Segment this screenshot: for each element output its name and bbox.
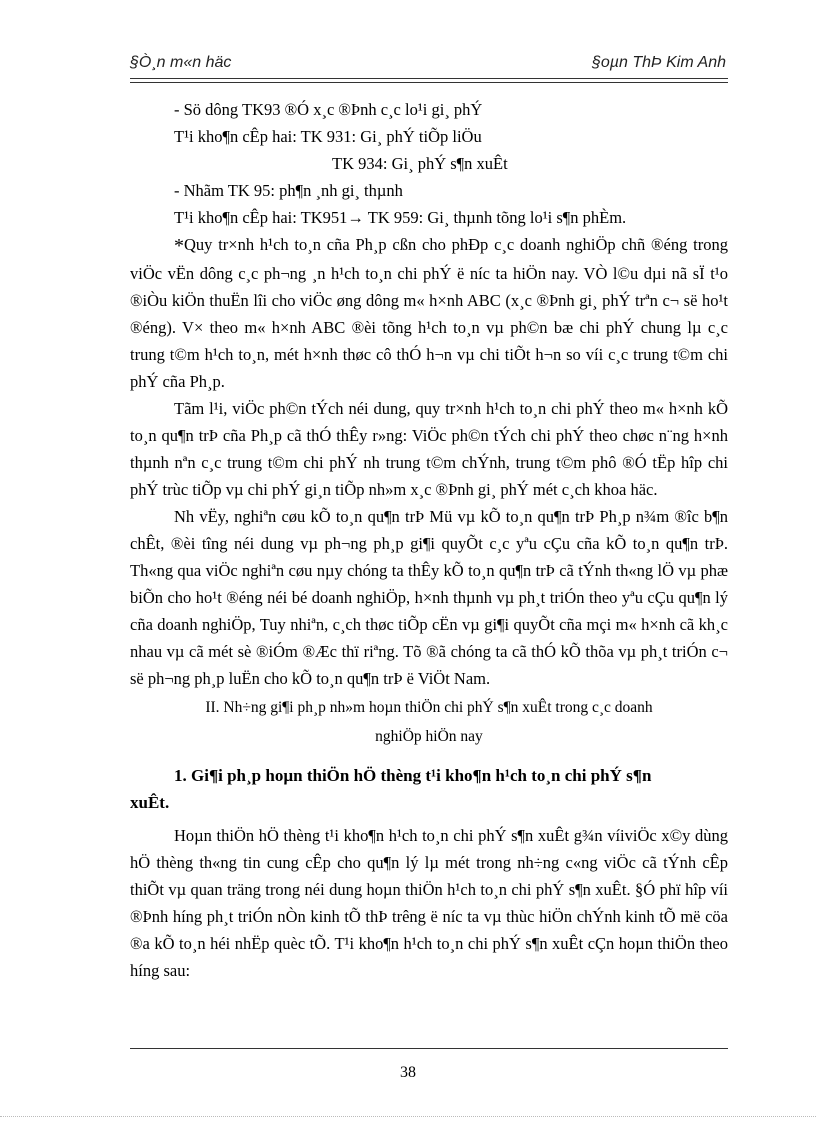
account-line-tk95: - Nhãm TK 95: ph¶n ¸nh gi¸ thµnh	[174, 181, 403, 200]
section-title-line-2: nghiÖp hiÖn nay	[375, 728, 483, 745]
account-line-tk931: T¹i kho¶n cÊp hai: TK 931: Gi¸ phÝ tiÕp liÖu	[174, 127, 482, 146]
paragraph-final: Hoµn thiÖn hÖ thèng t¹i kho¶n h¹ch to¸n chi phÝ s¶n xuÊt g¾n víiviÖc x©y dùng hÖ thèng th«ng tin cung cÊp cho qu¶n lý lµ mét trong nh÷ng c«ng viÖc cã tÝnh cÊp thiÕt vµ quan träng trong néi dung hoµn thiÖn h¹ch to¸n chi phÝ s¶n xuÊt. §Ó phï hîp víi ®Þnh híng ph¸t triÓn nÒn kinh tÕ thÞ trêng ë níc ta vµ thùc hiÖn chÝnh kinh tÕ më cöa ®a kÕ to¸n héi nhËp quèc tÕ. T¹i kho¶n h¹ch to¸n chi phÝ s¶n xuÊt cÇn hoµn thiÖn theo híng sau:	[130, 826, 728, 980]
subheading-line-1: 1. Gi¶i ph¸p hoµn thiÖn hÖ thèng t¹i kho¶n h¹ch to¸n chi phÝ s¶n	[174, 766, 652, 785]
header-left-title: §Ò¸n m«n häc	[130, 54, 232, 71]
subheading	[130, 762, 728, 816]
document-body	[130, 96, 728, 984]
account-line-tk93: - Sö dông TK93 ®Ó x¸c ®Þnh c¸c lo¹i gi¸ phÝ	[174, 100, 483, 119]
star-bullet: *	[174, 235, 184, 257]
paragraph-conclusion: Nh vËy, nghiªn cøu kÕ to¸n qu¶n trÞ Mü vµ kÕ to¸n qu¶n trÞ Ph¸p n¾m ®îc b¶n chÊt, ®èi tîng néi dung vµ ph¬ng ph¸p gi¶i quyÕt c¸c yªu cÇu cña kÕ to¸n qu¶n trÞ. Th«ng qua viÖc nghiªn cøu nµy chóng ta thÊy kÕ to¸n qu¶n trÞ cã tÝnh th«ng lÖ vµ phæ biÕn cho ho¹t ®éng néi bé doanh nghiÖp, h×nh thµnh vµ ph¸t triÓn theo yªu cÇu qu¶n lý cña doanh nghiÖp, Tuy nhiªn, c¸ch thøc tiÕp cËn vµ gi¶i quyÕt cña mçi m« h×nh cã kh¸c nhau vµ cã mét sè ®iÓm ®Æc thï riªng. Tõ ®ã chóng ta cã thÓ kÕ thõa vµ ph¸t triÓn c¬ së ph¬ng ph¸p luËn cho kÕ to¸n qu¶n trÞ ë ViÖt Nam.	[130, 507, 728, 688]
section-title-line-1: II. Nh÷ng gi¶i ph¸p nh»m hoµn thiÖn chi phÝ s¶n xuÊt trong c¸c doanh	[205, 699, 653, 716]
paragraph-french-process	[130, 231, 728, 395]
page-bottom-divider	[0, 1116, 816, 1117]
account-line-tk951: T¹i kho¶n cÊp hai: TK951→ TK 959: Gi¸ thµnh tõng lo¹i s¶n phÈm.	[174, 208, 627, 227]
header-author: §oµn ThÞ Kim Anh	[591, 54, 726, 71]
paragraph-summary: Tãm l¹i, viÖc ph©n tÝch néi dung, quy tr×nh h¹ch to¸n chi phÝ theo m« h×nh kÕ to¸n qu¶n trÞ cña Ph¸p cã thÓ thÊy r»ng: ViÖc ph©n tÝch chi phÝ theo chøc n¨ng h×nh thµnh nªn c¸c trung t©m chi phÝ nh trung t©m chÝnh, trung t©m phô ®Ó tËp hîp chi phÝ trùc tiÕp vµ chi phÝ gi¸n tiÕp nh»m x¸c ®Þnh gi¸ phÝ mét c¸ch khoa häc.	[130, 399, 728, 499]
header-rule-thin	[130, 78, 728, 79]
page-number: 38	[400, 1064, 416, 1081]
paragraph-french-process-text: Quy tr×nh h¹ch to¸n cña Ph¸p cßn cho phÐp c¸c doanh nghiÖp chñ ®éng trong viÖc vËn dông c¸c ph¬ng ¸n h¹ch to¸n chi phÝ ë níc ta hiÖn nay. VÒ l©u dµi nã sÏ t¹o ®iÒu kiÖn thuËn lîi cho viÖc øng dông m« h×nh ABC (x¸c ®Þnh gi¸ phÝ trªn c¬ së ho¹t ®éng). V× theo m« h×nh ABC ®èi tõng h¹ch to¸n vµ ph©n bæ chi phÝ chung lµ c¸c trung t©m h¹ch to¸n, mét h×nh thøc cô thÓ h¬n vµ chi tiÕt h¬n so víi c¸c trung t©m chi phÝ cña Ph¸p.	[130, 235, 728, 391]
header-rule-thick	[130, 82, 728, 83]
page-header	[130, 50, 728, 84]
subheading-line-2: xuÊt.	[130, 793, 170, 812]
footer-rule	[130, 1048, 728, 1049]
account-line-tk934: TK 934: Gi¸ phÝ s¶n xuÊt	[332, 154, 508, 173]
